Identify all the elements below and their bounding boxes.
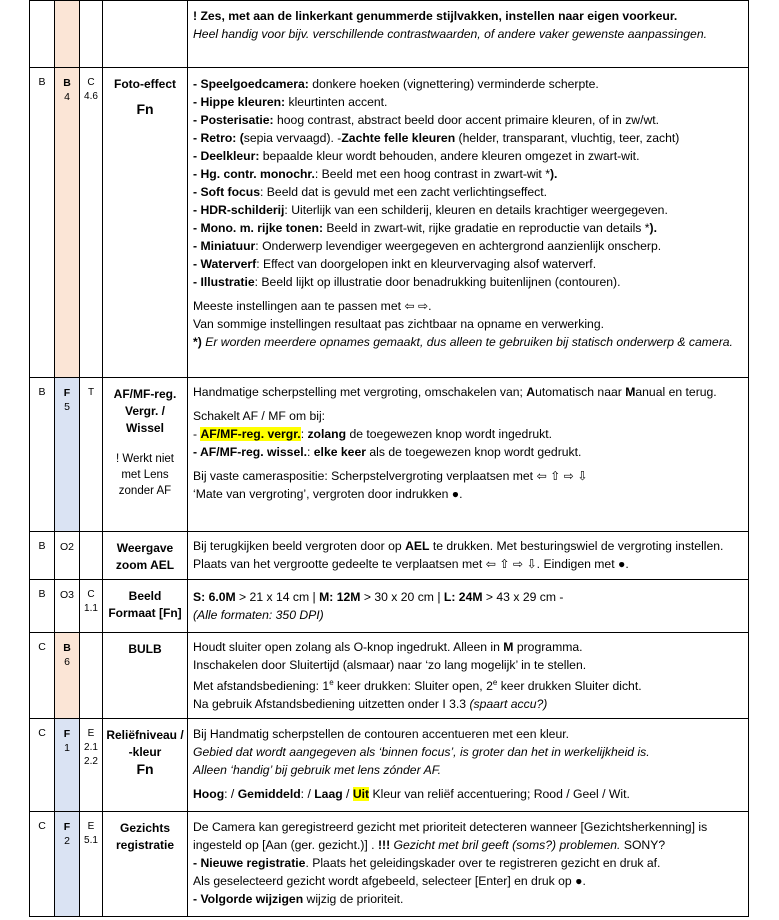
cell-style-box <box>55 378 80 532</box>
style-letter: F <box>63 728 71 740</box>
function-name: Gezichts registratie <box>115 821 175 852</box>
cell-description <box>188 633 749 719</box>
desc-line: Inschakelen door Sluitertijd (alsmaar) naar ‘zo lang mogelijk’ in te stellen. <box>193 658 587 672</box>
desc-line: - Volgorde wijzigen wijzig de prioriteit. <box>193 892 404 906</box>
cell-description <box>188 580 749 633</box>
menu-ref-number: 1.1 <box>84 603 98 614</box>
function-name: Beeld Formaat [Fn] <box>108 589 182 620</box>
menu-ref-letter: C <box>87 589 95 600</box>
style-number: 1 <box>64 742 70 754</box>
desc-line: Houdt sluiter open zolang als O-knop ingedrukt. Alleen in M programma. <box>193 640 583 654</box>
function-name: Reliëfniveau / -kleur <box>106 728 184 759</box>
effect-line: - Speelgoedcamera: donkere hoeken (vignettering) verminderde scherpte. <box>193 77 599 91</box>
effect-line: - Soft focus: Beeld dat is gevuld met een zacht verlichtingseffect. <box>193 185 548 199</box>
cell-style-box <box>55 719 80 812</box>
note-line: Meeste instellingen aan te passen met ⇦ ⇨. <box>193 299 432 313</box>
desc-line: Bij vaste cameraspositie: Scherpstelvergroting verplaatsen met ⇦ ⇧ ⇨ ⇩ <box>193 469 588 483</box>
table-row <box>30 719 749 812</box>
cell-function-name <box>103 1 188 68</box>
fn-label: Fn <box>136 761 154 777</box>
cell-menu-ref <box>80 580 103 633</box>
cell-function-name <box>103 68 188 378</box>
effect-line: - Hg. contr. monochr.: Beeld met een hoog contrast in zwart-wit *). <box>193 167 558 181</box>
cell-menu-letter <box>30 1 55 68</box>
desc-line: Na gebruik Afstandsbediening uitzetten onder I 3.3 (spaart accu?) <box>193 697 548 712</box>
function-note: ! Werkt niet met Lens zonder AF <box>116 453 174 497</box>
menu-ref-letter: E <box>87 728 95 739</box>
cell-function-name <box>103 378 188 532</box>
style-letter: F <box>63 387 71 399</box>
style-number: 5 <box>64 401 70 413</box>
cell-style-box <box>55 68 80 378</box>
effect-line: - Illustratie: Beeld lijkt op illustratie door benadrukking buitenlijnen (contouren). <box>193 275 621 289</box>
style-number: 6 <box>64 656 70 668</box>
effect-line: - Posterisatie: hoog contrast, abstract beeld door accent primaire kleuren, of in zw/wt. <box>193 113 660 127</box>
desc-line: Schakelt AF / MF om bij: <box>193 409 326 423</box>
cell-description <box>188 378 749 532</box>
table-row <box>30 68 749 378</box>
function-name: Weergave zoom AEL <box>115 541 175 572</box>
levels-line: Hoog: / Gemiddeld: / Laag / Uit Kleur van reliëf accentuering; Rood / Geel / Wit. <box>193 787 630 801</box>
desc-line: Handmatige scherpstelling met vergroting, omschakelen van; Automatisch naar Manual en terug. <box>193 385 717 399</box>
cell-description <box>188 532 749 580</box>
cell-style-box <box>55 1 80 68</box>
table-row <box>30 1 749 68</box>
effect-line: - Retro: (sepia vervaagd). -Zachte felle kleuren (helder, transparant, vluchtig, teer, zacht) <box>193 131 680 145</box>
cell-menu-letter: B <box>30 68 55 378</box>
style-letter: O3 <box>59 589 74 601</box>
cell-menu-ref <box>80 1 103 68</box>
desc-line: Bij terugkijken beeld vergroten door op AEL te drukken. Met besturingswiel de vergroting instellen. Plaats van het vergrootte gedeelte te verplaatsen met ⇦ ⇧ ⇨ ⇩. Eindigen met ●. <box>193 539 724 571</box>
cell-menu-letter: C <box>30 633 55 719</box>
cell-function-name <box>103 580 188 633</box>
fn-label: Fn <box>136 101 154 117</box>
cell-menu-ref <box>80 719 103 812</box>
style-number: 4 <box>64 91 70 103</box>
cell-style-box <box>55 633 80 719</box>
effect-line: - Miniatuur: Onderwerp levendiger weergegeven en achtergrond aanzienlijk onscherp. <box>193 239 662 253</box>
note-line: Van sommige instellingen resultaat pas zichtbaar na opname en verwerking. <box>193 317 604 331</box>
desc-line: Bij Handmatig scherpstellen de contouren accentueren met een kleur. <box>193 727 570 741</box>
cell-menu-letter: C <box>30 812 55 917</box>
menu-ref-letter: E <box>87 821 95 832</box>
cell-description <box>188 812 749 917</box>
cell-menu-letter: B <box>30 580 55 633</box>
effect-line: - Waterverf: Effect van doorgelopen inkt en kleurvervaging alsof waterverf. <box>193 257 597 271</box>
cell-description <box>188 719 749 812</box>
cell-menu-ref <box>80 532 103 580</box>
table-row <box>30 378 749 532</box>
cell-menu-letter: B <box>30 532 55 580</box>
menu-ref-number: 2.1 <box>84 742 98 753</box>
cell-menu-ref <box>80 378 103 532</box>
table-row <box>30 633 749 719</box>
cell-menu-letter: C <box>30 719 55 812</box>
desc-line: - Nieuwe registratie. Plaats het geleidingskader over te registreren gezicht en druk af. <box>193 856 661 870</box>
intro-note: Heel handig voor bijv. verschillende contrastwaarden, of andere vaker gewenste aanpassingen. <box>193 27 707 41</box>
formats-line: S: 6.0M > 21 x 14 cm | M: 12M > 30 x 20 cm | L: 24M > 43 x 29 cm - <box>193 590 564 604</box>
formats-note: (Alle formaten: 350 DPI) <box>193 608 324 622</box>
cell-menu-ref <box>80 633 103 719</box>
style-letter: O2 <box>59 541 74 553</box>
function-name: Foto-effect <box>114 77 176 91</box>
menu-ref-letter: T <box>87 387 95 398</box>
cell-menu-letter: B <box>30 378 55 532</box>
style-letter: B <box>63 642 71 654</box>
desc-line: ‘Mate van vergroting’, vergroten door indrukken ●. <box>193 487 463 501</box>
desc-line: De Camera kan geregistreerd gezicht met prioriteit detecteren wanneer [Gezichtsherkenning] is ingesteld op [Aan (ger. gezicht.)] . !!! Gezicht met bril geeft (soms?) problemen. SONY? <box>193 820 708 852</box>
intro-heading: ! Zes, met aan de linkerkant genummerde stijlvakken, instellen naar eigen voorkeur. <box>193 9 678 23</box>
style-letter: B <box>63 77 71 89</box>
highlight-label: AF/MF-reg. vergr. <box>200 427 301 441</box>
cell-function-name <box>103 719 188 812</box>
cell-style-box <box>55 812 80 917</box>
note-line: *) Er worden meerdere opnames gemaakt, dus alleen te gebruiken bij statisch onderwerp & camera. <box>193 335 733 349</box>
desc-line: Als geselecteerd gezicht wordt afgebeeld, selecteer [Enter] en druk op ●. <box>193 874 586 888</box>
menu-ref-number: 5.1 <box>84 835 98 846</box>
effect-line: - Mono. m. rijke tonen: Beeld in zwart-wit, rijke gradatie en reproductie van details *). <box>193 221 657 235</box>
menu-ref-number: 2.2 <box>84 756 98 767</box>
style-letter: F <box>63 821 71 833</box>
highlight-label: Uit <box>352 787 370 801</box>
effect-line: - Hippe kleuren: kleurtinten accent. <box>193 95 388 109</box>
style-number: 2 <box>64 835 70 847</box>
cell-description <box>188 1 749 68</box>
desc-line: Met afstandsbediening: 1e keer drukken: Sluiter open, 2e keer drukken Sluiter dicht. <box>193 678 642 694</box>
table-row <box>30 532 749 580</box>
effect-line: - Deelkleur: bepaalde kleur wordt behouden, andere kleuren omgezet in zwart-wit. <box>193 149 640 163</box>
table-row <box>30 812 749 917</box>
function-name: AF/MF-reg. Vergr. / Wissel <box>113 387 177 435</box>
desc-line: - AF/MF-reg. wissel.: elke keer als de toegewezen knop wordt gedrukt. <box>193 445 582 459</box>
cell-menu-ref <box>80 812 103 917</box>
cell-function-name <box>103 532 188 580</box>
desc-line: Alleen ‘handig’ bij gebruik met lens zónder AF. <box>193 763 441 777</box>
desc-line: Gebied dat wordt aangegeven als ‘binnen focus’, is groter dan het in werkelijkheid is. <box>193 745 650 759</box>
cell-style-box <box>55 580 80 633</box>
menu-ref-number: 4.6 <box>84 91 98 102</box>
function-name: BULB <box>128 642 162 656</box>
menu-ref-letter: C <box>87 77 95 88</box>
effect-line: - HDR-schilderij: Uiterlijk van een schilderij, kleuren en details krachtiger weergegeven. <box>193 203 668 217</box>
table-row <box>30 580 749 633</box>
cell-function-name <box>103 812 188 917</box>
settings-table <box>29 0 749 917</box>
cell-menu-ref <box>80 68 103 378</box>
desc-line: - AF/MF-reg. vergr.: zolang de toegewezen knop wordt ingedrukt. <box>193 427 553 441</box>
cell-function-name <box>103 633 188 719</box>
cell-description <box>188 68 749 378</box>
cell-style-box <box>55 532 80 580</box>
